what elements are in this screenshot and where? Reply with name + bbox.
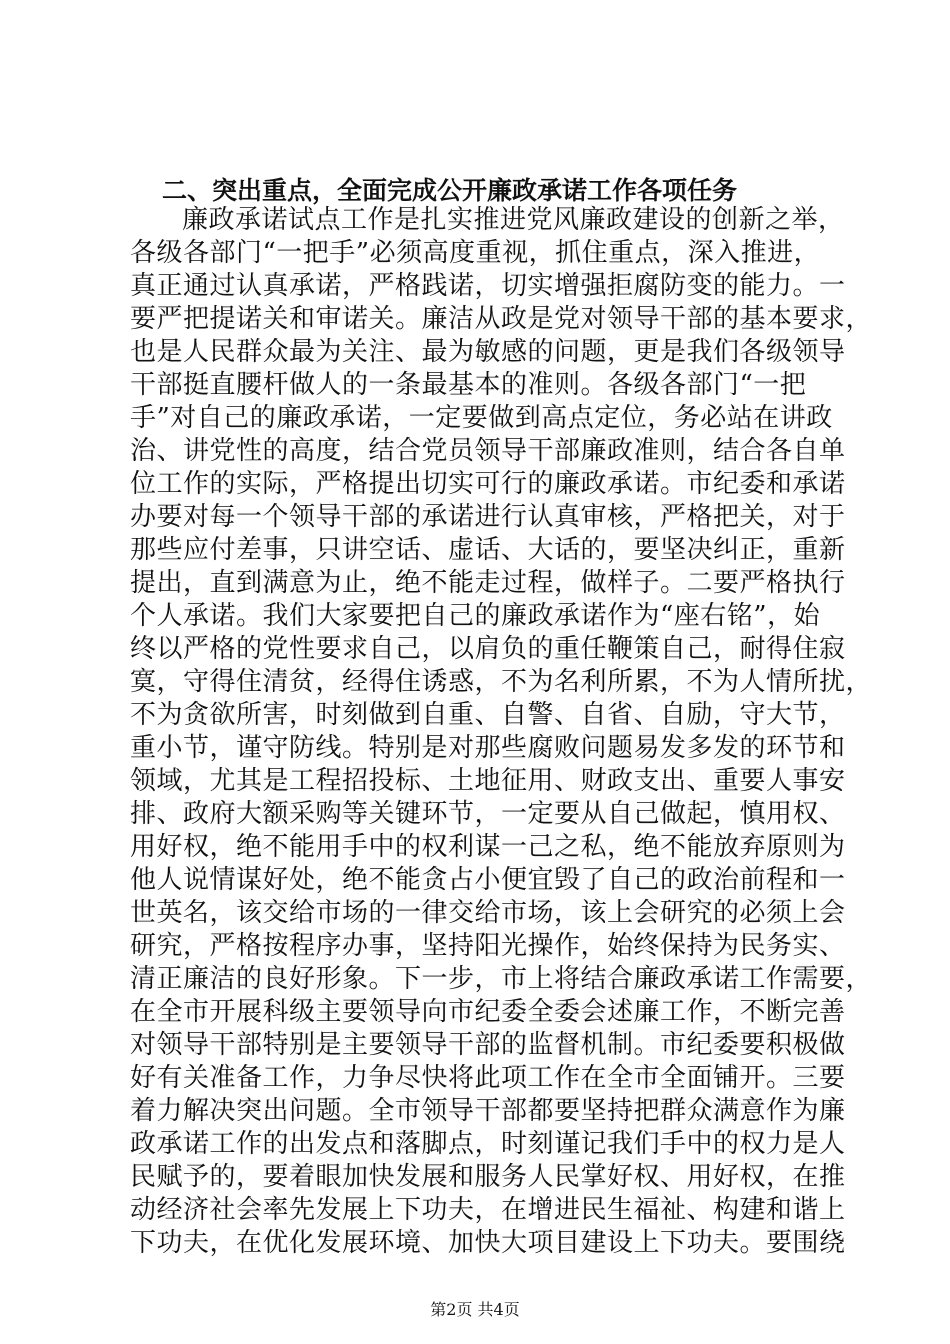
text-line: 排、政府大额采购等关键环节，一定要从自己做起，慎用权、 xyxy=(130,799,846,829)
text-line: 在全市开展科级主要领导向市纪委全委会述廉工作，不断完善 xyxy=(130,997,846,1027)
text-line: 清正廉洁的良好形象。下一步，市上将结合廉政承诺工作需要， xyxy=(130,964,873,994)
text-line: 位工作的实际，严格提出切实可行的廉政承诺。市纪委和承诺 xyxy=(130,469,846,499)
page-number-footer: 第2页 共4页 xyxy=(430,1300,520,1319)
text-line: 办要对每一个领导干部的承诺进行认真审核，严格把关，对于 xyxy=(130,502,846,532)
text-line: 个人承诺。我们大家要把自己的廉政承诺作为“座右铭”，始 xyxy=(130,601,821,631)
text-line: 他人说情谋好处，绝不能贪占小便宜毁了自己的政治前程和一 xyxy=(130,865,846,895)
text-line: 干部挺直腰杆做人的一条最基本的准则。各级各部门“一把 xyxy=(130,370,807,400)
text-line: 廉政承诺试点工作是扎实推进党风廉政建设的创新之举， xyxy=(182,205,845,235)
text-line: 民赋予的，要着眼加快发展和服务人民掌好权、用好权，在推 xyxy=(130,1162,846,1192)
text-line: 对领导干部特别是主要领导干部的监督机制。市纪委要积极做 xyxy=(130,1030,846,1060)
text-line: 治、讲党性的高度，结合党员领导干部廉政准则，结合各自单 xyxy=(130,436,846,466)
text-line: 重小节，谨守防线。特别是对那些腐败问题易发多发的环节和 xyxy=(130,733,846,763)
text-line: 寞，守得住清贫，经得住诱惑，不为名利所累，不为人情所扰， xyxy=(130,667,873,697)
text-line: 动经济社会率先发展上下功夫，在增进民生福祉、构建和谐上 xyxy=(130,1195,846,1225)
text-line: 用好权，绝不能用手中的权利谋一己之私，绝不能放弃原则为 xyxy=(130,832,846,862)
text-line: 不为贪欲所害，时刻做到自重、自警、自省、自励，守大节， xyxy=(130,700,846,730)
section-heading: 二、突出重点，全面完成公开廉政承诺工作各项任务 xyxy=(162,176,738,205)
text-line: 那些应付差事，只讲空话、虚话、大话的，要坚决纠正，重新 xyxy=(130,535,846,565)
text-line: 研究，严格按程序办事，坚持阳光操作，始终保持为民务实、 xyxy=(130,931,846,961)
text-line: 各级各部门“一把手”必须高度重视，抓住重点，深入推进， xyxy=(130,238,821,268)
text-line: 要严把提诺关和审诺关。廉洁从政是党对领导干部的基本要求， xyxy=(130,304,873,334)
text-line: 提出，直到满意为止，绝不能走过程，做样子。二要严格执行 xyxy=(130,568,846,598)
text-line: 手”对自己的廉政承诺，一定要做到高点定位，务必站在讲政 xyxy=(130,403,833,433)
text-line: 真正通过认真承诺，严格践诺，切实增强拒腐防变的能力。一 xyxy=(130,271,846,301)
text-line: 世英名，该交给市场的一律交给市场，该上会研究的必须上会 xyxy=(130,898,846,928)
text-line: 下功夫，在优化发展环境、加快大项目建设上下功夫。要围绕 xyxy=(130,1228,846,1258)
body-paragraph xyxy=(130,204,873,1260)
text-line: 政承诺工作的出发点和落脚点，时刻谨记我们手中的权力是人 xyxy=(130,1129,846,1159)
text-line: 好有关准备工作，力争尽快将此项工作在全市全面铺开。三要 xyxy=(130,1063,846,1093)
text-line: 也是人民群众最为关注、最为敏感的问题，更是我们各级领导 xyxy=(130,337,846,367)
text-line: 领域，尤其是工程招投标、土地征用、财政支出、重要人事安 xyxy=(130,766,846,796)
text-line: 着力解决突出问题。全市领导干部都要坚持把群众满意作为廉 xyxy=(130,1096,846,1126)
text-line: 终以严格的党性要求自己，以肩负的重任鞭策自己，耐得住寂 xyxy=(130,634,846,664)
